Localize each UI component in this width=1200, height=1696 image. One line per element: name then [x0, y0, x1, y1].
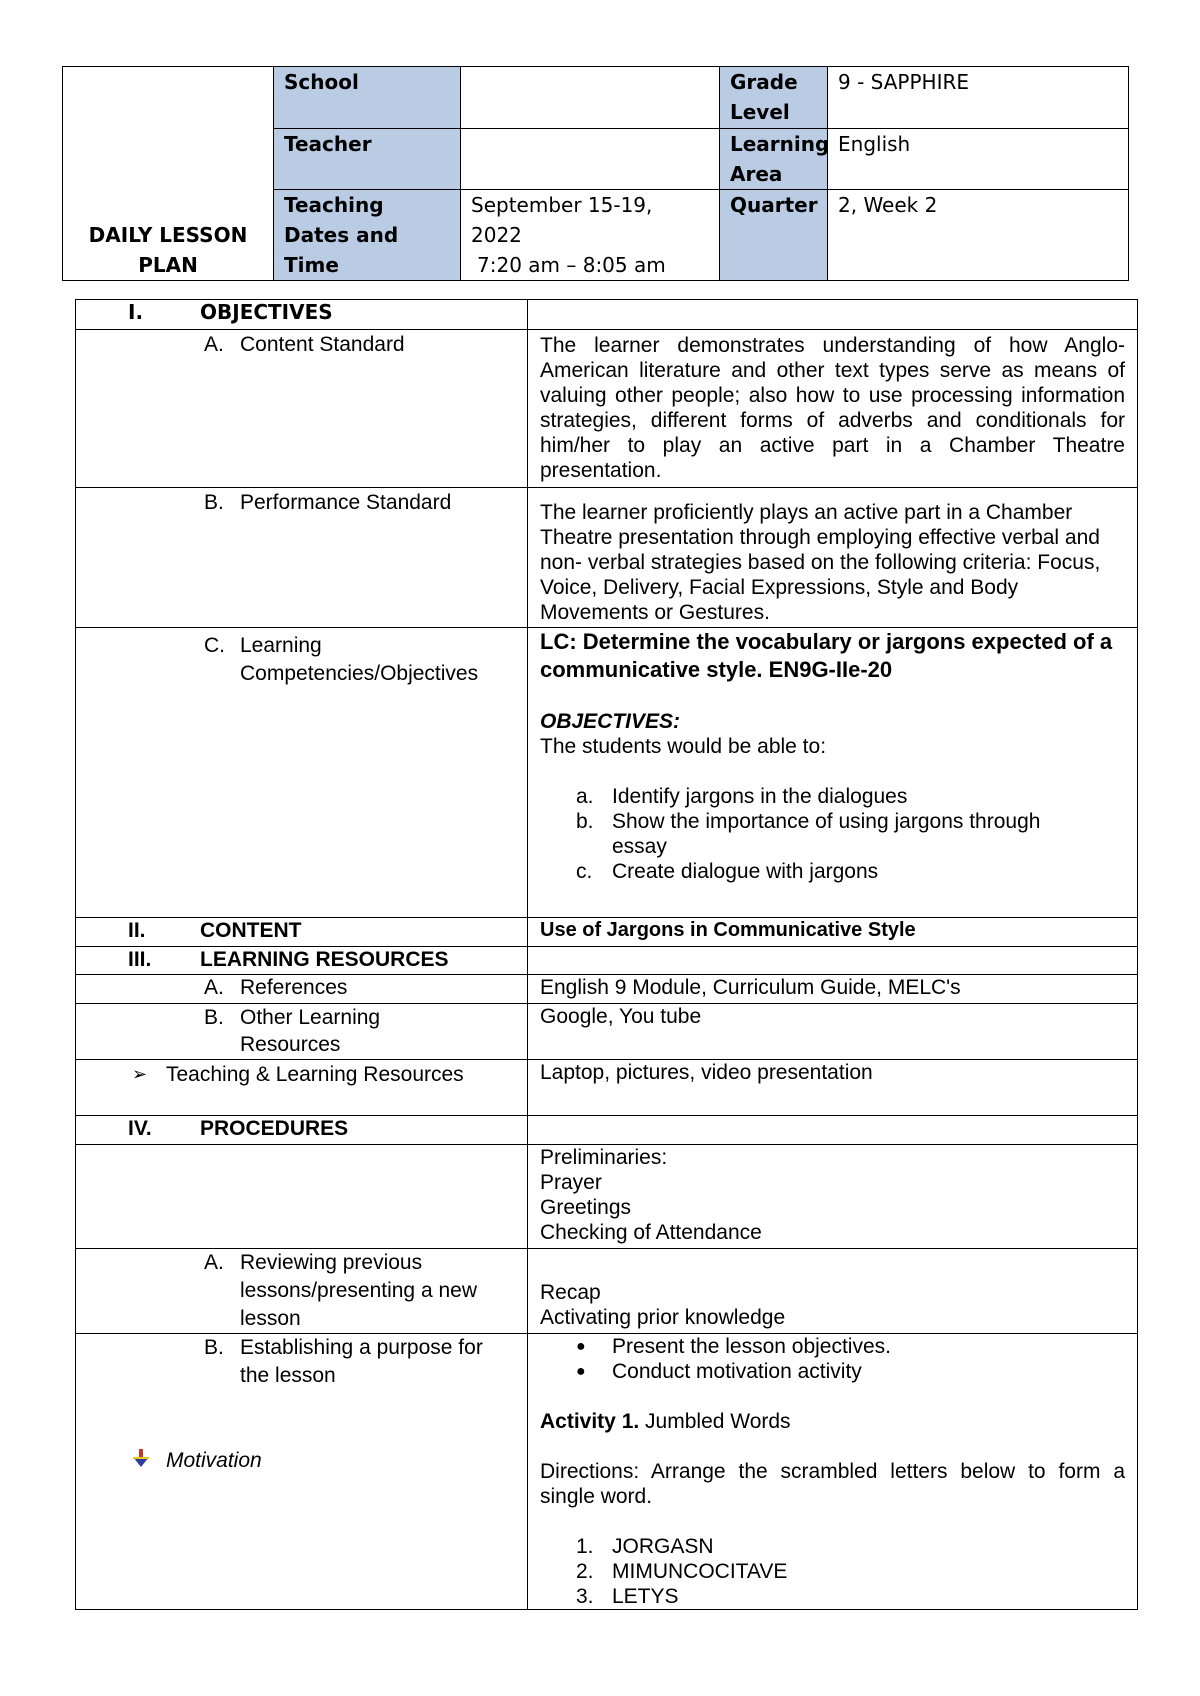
- objectives-intro: The students would be able to:: [540, 735, 827, 758]
- section-heading-objectives: [76, 300, 528, 330]
- list-item: c. Create dialogue with jargons: [576, 860, 879, 883]
- other-resources-value: Google, You tube: [528, 1004, 1138, 1060]
- grade-level-label: Grade Level: [720, 67, 828, 129]
- teaching-time: 7:20 am – 8:05 am: [477, 253, 666, 277]
- grade-level-value: 9 - SAPPHIRE: [828, 67, 1129, 129]
- teaching-dates-label: Teaching Dates and Time: [274, 190, 461, 281]
- list-item: ● Conduct motivation activity: [576, 1360, 862, 1383]
- teaching-resources-value: Laptop, pictures, video presentation: [528, 1060, 1138, 1116]
- section-number: I.: [128, 300, 144, 324]
- table-row-purpose: [76, 1334, 1138, 1610]
- reviewing-label: A. Reviewing previous lessons/presenting a new lesson: [204, 1251, 477, 1330]
- lesson-plan-table: [75, 299, 1138, 1610]
- teacher-label: Teacher: [274, 129, 461, 190]
- table-row-competencies: [76, 628, 1138, 918]
- list-item: 2. MIMUNCOCITAVE: [576, 1560, 788, 1583]
- arrow-down-icon-graphic: [132, 1448, 150, 1468]
- other-resources-label: B. Other Learning Resources: [204, 1006, 381, 1056]
- section-heading-content: II. CONTENT: [76, 918, 528, 947]
- content-standard-label: A. Content Standard: [204, 333, 405, 356]
- list-item: Greetings: [540, 1196, 632, 1219]
- table-row-references: [76, 975, 1138, 1004]
- section-title: OBJECTIVES: [200, 300, 333, 324]
- list-item: Activating prior knowledge: [540, 1306, 786, 1329]
- learning-competency: LC: Determine the vocabulary or jargons expected of a communicative style. EN9G-IIe-20: [540, 629, 1113, 682]
- arrow-down-icon: [132, 1448, 166, 1474]
- header-table: [62, 66, 1129, 281]
- content-standard-text: The learner demonstrates understanding of how Anglo-American literature and other text types serve as means of valuing other people; also how to use processing information strategies, different forms of adverbs and conditionals for him/her to play an active part in a Chamber Theatre presentation.: [528, 330, 1138, 488]
- preliminaries-list: [528, 1145, 1138, 1249]
- quarter-value: 2, Week 2: [828, 190, 1129, 281]
- teaching-resources-label: ➢ Teaching & Learning Resources: [132, 1063, 464, 1086]
- section-row-objectives: [76, 300, 1138, 330]
- list-item: Preliminaries:: [540, 1146, 668, 1169]
- activity-title: Activity 1. Jumbled Words: [540, 1410, 791, 1433]
- quarter-label: Quarter: [720, 190, 828, 281]
- competencies-label: C. Learning Competencies/Objectives: [204, 634, 479, 685]
- section-row-resources: [76, 947, 1138, 975]
- reviewing-content: [528, 1249, 1138, 1334]
- table-row-teaching-resources: [76, 1060, 1138, 1116]
- school-value: [461, 67, 720, 129]
- performance-standard-text: The learner proficiently plays an active part in a Chamber Theatre presentation through employing effective verbal and non- verbal strategies based on the following criteria: Focus, Voice, Delivery, Facial Expressions, Style and Body Movements or Gestures.: [528, 488, 1138, 628]
- objectives-heading: OBJECTIVES:: [540, 710, 681, 733]
- list-item: a. Identify jargons in the dialogues: [576, 785, 908, 808]
- teaching-date: September 15-19, 2022: [471, 193, 653, 247]
- list-item: 3. LETYS: [576, 1585, 679, 1608]
- table-row-reviewing: [76, 1249, 1138, 1334]
- section-row-content: [76, 918, 1138, 947]
- school-label: School: [274, 67, 461, 129]
- document-title: [63, 67, 274, 281]
- motivation-label: Motivation: [86, 1448, 517, 1474]
- learning-area-value: English: [828, 129, 1129, 190]
- performance-standard-label: B. Performance Standard: [204, 491, 452, 514]
- teaching-dates-value: [461, 190, 720, 281]
- table-row-performance-standard: [76, 488, 1138, 628]
- references-value: English 9 Module, Curriculum Guide, MELC's: [528, 975, 1138, 1004]
- list-item: b. Show the importance of using jargons through essay: [576, 810, 1041, 858]
- list-item: ● Present the lesson objectives.: [576, 1335, 891, 1358]
- list-item: Recap: [540, 1281, 601, 1304]
- content-value: Use of Jargons in Communicative Style: [528, 918, 1138, 947]
- list-item: 1. JORGASN: [576, 1535, 714, 1558]
- activity-directions: Directions: Arrange the scrambled letters below to form a single word.: [540, 1460, 1125, 1508]
- learning-area-label: Learning Area: [720, 129, 828, 190]
- references-label: A. References: [204, 976, 348, 999]
- table-row-other-resources: [76, 1004, 1138, 1060]
- competencies-content: [528, 628, 1138, 918]
- section-row-procedures: [76, 1116, 1138, 1145]
- document-title-text: DAILY LESSON PLAN: [88, 223, 248, 277]
- teacher-value: [461, 129, 720, 190]
- bullet-icon: ●: [576, 1338, 586, 1355]
- purpose-bullets: [540, 1334, 1125, 1384]
- table-row-content-standard: [76, 330, 1138, 488]
- purpose-label: B. Establishing a purpose for the lesson: [204, 1336, 483, 1387]
- bullet-icon: ●: [576, 1363, 586, 1380]
- arrow-bullet-icon: ➢: [132, 1064, 148, 1084]
- section-heading-resources: III. LEARNING RESOURCES: [76, 947, 528, 975]
- list-item: Checking of Attendance: [540, 1221, 762, 1244]
- purpose-content: [528, 1334, 1138, 1610]
- section-heading-procedures: IV. PROCEDURES: [76, 1116, 528, 1145]
- objectives-list: [540, 784, 1125, 884]
- table-row-preliminaries: [76, 1145, 1138, 1249]
- jumbled-words-list: [540, 1534, 1125, 1609]
- list-item: Prayer: [540, 1171, 602, 1194]
